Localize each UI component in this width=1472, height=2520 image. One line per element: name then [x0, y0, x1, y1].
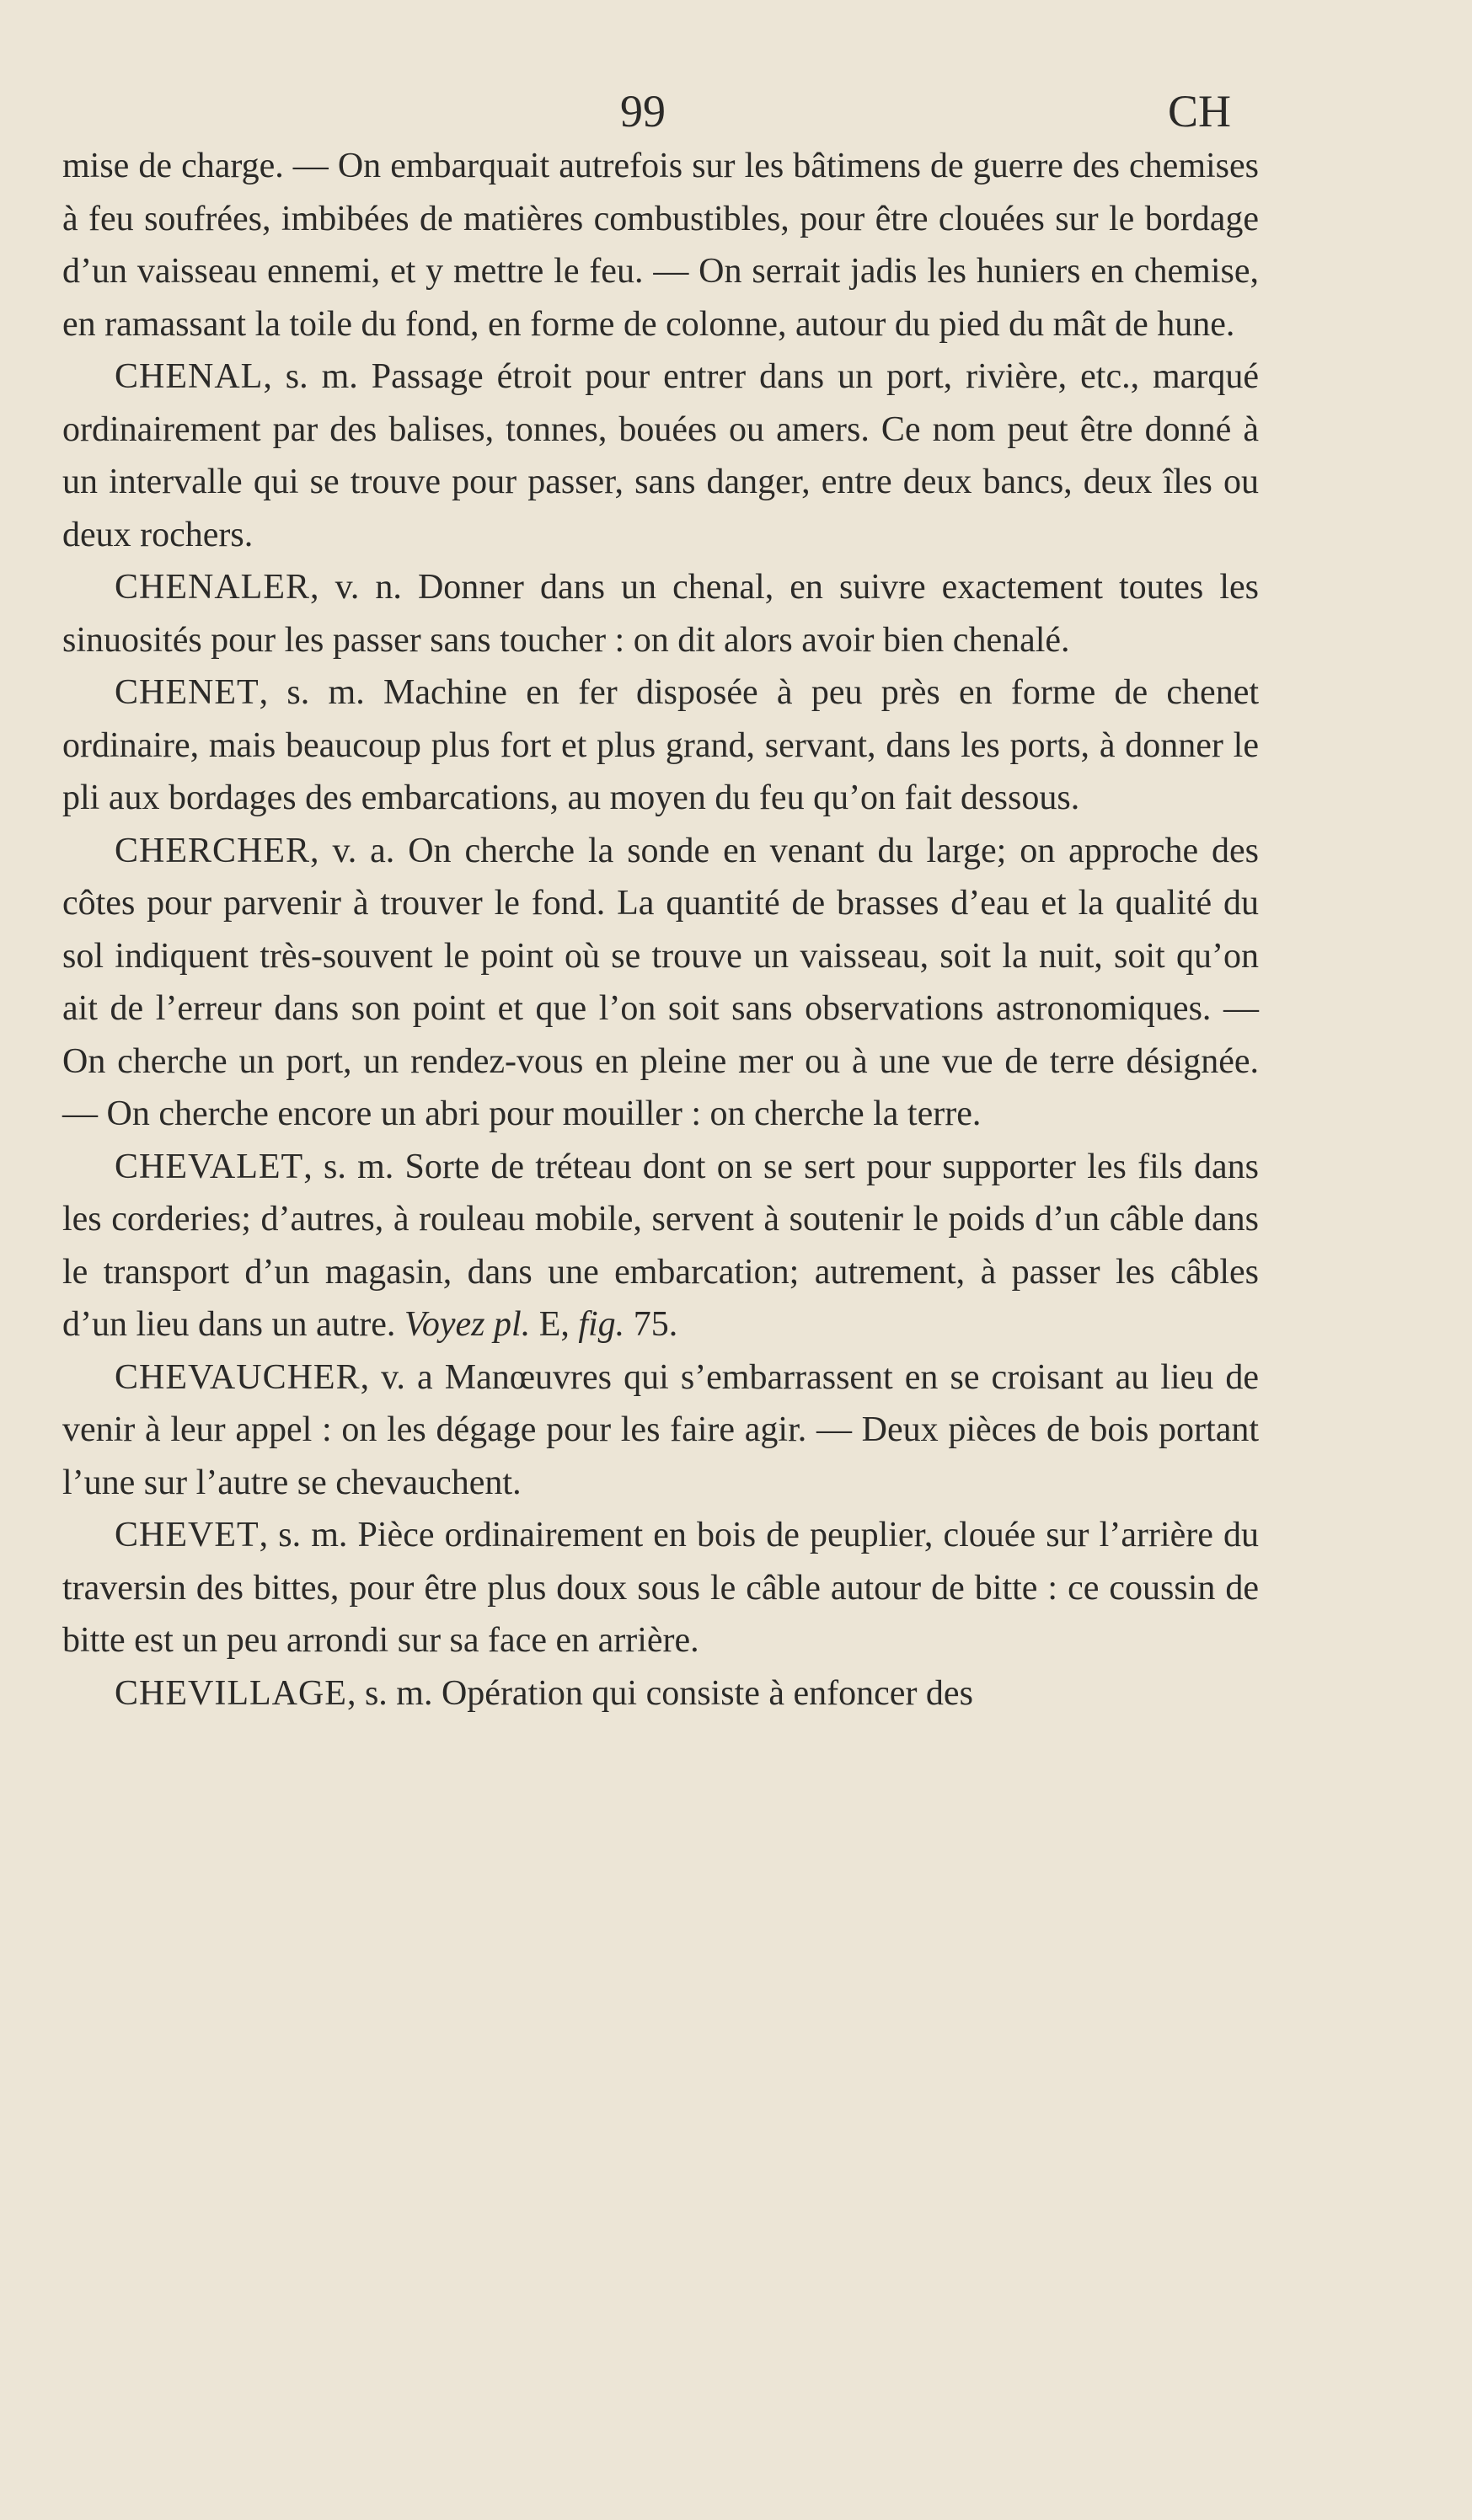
- entry-text: , s. m. Sorte de tréteau dont on se sert pour supporter les fils dans les corderies; d’autres, à rouleau mobile, servent à soutenir le poids d’un câble dans le transport d’un magasin, dans une embarcation; autrement, à passer les câbles d’un lieu dans un autre.: [62, 1147, 1259, 1344]
- headword: CHEVALET: [115, 1147, 304, 1186]
- headword: CHEVILLAGE: [115, 1673, 347, 1713]
- running-head: CH: [1168, 86, 1232, 136]
- entry-text: , s. m. Passage étroit pour entrer dans un port, rivière, etc., marqué ordinairement par des balises, tonnes, bouées ou amers. Ce nom peut être donné à un intervalle qui se trouve pour passer, sans danger, entre deux bancs, deux îles ou deux rochers.: [62, 357, 1259, 554]
- headword: CHEVAUCHER: [115, 1357, 361, 1397]
- page-number: 99: [620, 86, 666, 136]
- entry-chenet: [62, 666, 1259, 825]
- entry-text: , v. a Manœuvres qui s’embarrassent en se croisant au lieu de venir à leur appel : on les dégage pour les faire agir. — Deux pièces de bois portant l’une sur l’autre se chevauchent.: [62, 1357, 1259, 1502]
- entry-chevalet: [62, 1141, 1259, 1351]
- entry-chevaucher: [62, 1351, 1259, 1510]
- entry-chenaler: [62, 561, 1259, 666]
- figure-abbrev: fig.: [578, 1305, 625, 1344]
- entry-chevillage: [62, 1667, 1259, 1720]
- headword: CHERCHER: [115, 831, 311, 870]
- headword: CHENAL: [115, 357, 264, 396]
- headword: CHEVET: [115, 1516, 260, 1554]
- entry-continuation-chemise: [62, 140, 1259, 350]
- dictionary-text: [62, 140, 1259, 1720]
- headword: CHENET: [115, 673, 260, 712]
- entry-text: , s. m. Opération qui consiste à enfoncer des: [346, 1673, 973, 1713]
- entry-text: , v. a. On cherche la sonde en venant du large; on approche des côtes pour parvenir à trouver le fond. La quantité de brasses d’eau et la qualité du sol indiquent très-souvent le point où se trouve un vaisseau, soit la nuit, soit qu’on ait de l’erreur dans son point et que l’on soit sans observations astronomiques. — On cherche un port, un rendez-vous en pleine mer ou à une vue de terre désignée. — On cherche encore un abri pour mouiller : on cherche la terre.: [62, 831, 1259, 1133]
- entry-text: , s. m. Machine en fer disposée à peu près en forme de chenet ordinaire, mais beaucoup plus fort et plus grand, servant, dans les ports, à donner le pli aux bordages des embarcations, au moyen du feu qu’on fait dessous.: [62, 673, 1259, 817]
- entry-chenal: [62, 350, 1259, 561]
- headword: CHENALER: [115, 568, 310, 607]
- entry-text: , s. m. Pièce ordinairement en bois de peuplier, clouée sur l’arrière du traversin des bittes, pour être plus doux sous le câble autour de bitte : ce coussin de bitte est un peu arrondi sur sa face en arrière.: [62, 1516, 1259, 1660]
- plate-letter: E,: [530, 1305, 579, 1344]
- figure-number: 75.: [624, 1305, 678, 1344]
- entry-text: , v. n. Donner dans un chenal, en suivre exactement toutes les sinuosités pour les passer sans toucher : on dit alors avoir bien chenalé.: [62, 568, 1259, 660]
- plate-reference: Voyez pl.: [404, 1305, 531, 1344]
- entry-chercher: [62, 825, 1259, 1141]
- entry-text: mise de charge. — On embarquait autrefois sur les bâtimens de guerre des chemises à feu soufrées, imbibées de matières combustibles, pour être clouées sur le bordage d’un vaisseau ennemi, et y mettre le feu. — On serrait jadis les huniers en chemise, en ramassant la toile du fond, en forme de colonne, autour du pied du mât de hune.: [62, 147, 1259, 344]
- entry-chevet: [62, 1509, 1259, 1667]
